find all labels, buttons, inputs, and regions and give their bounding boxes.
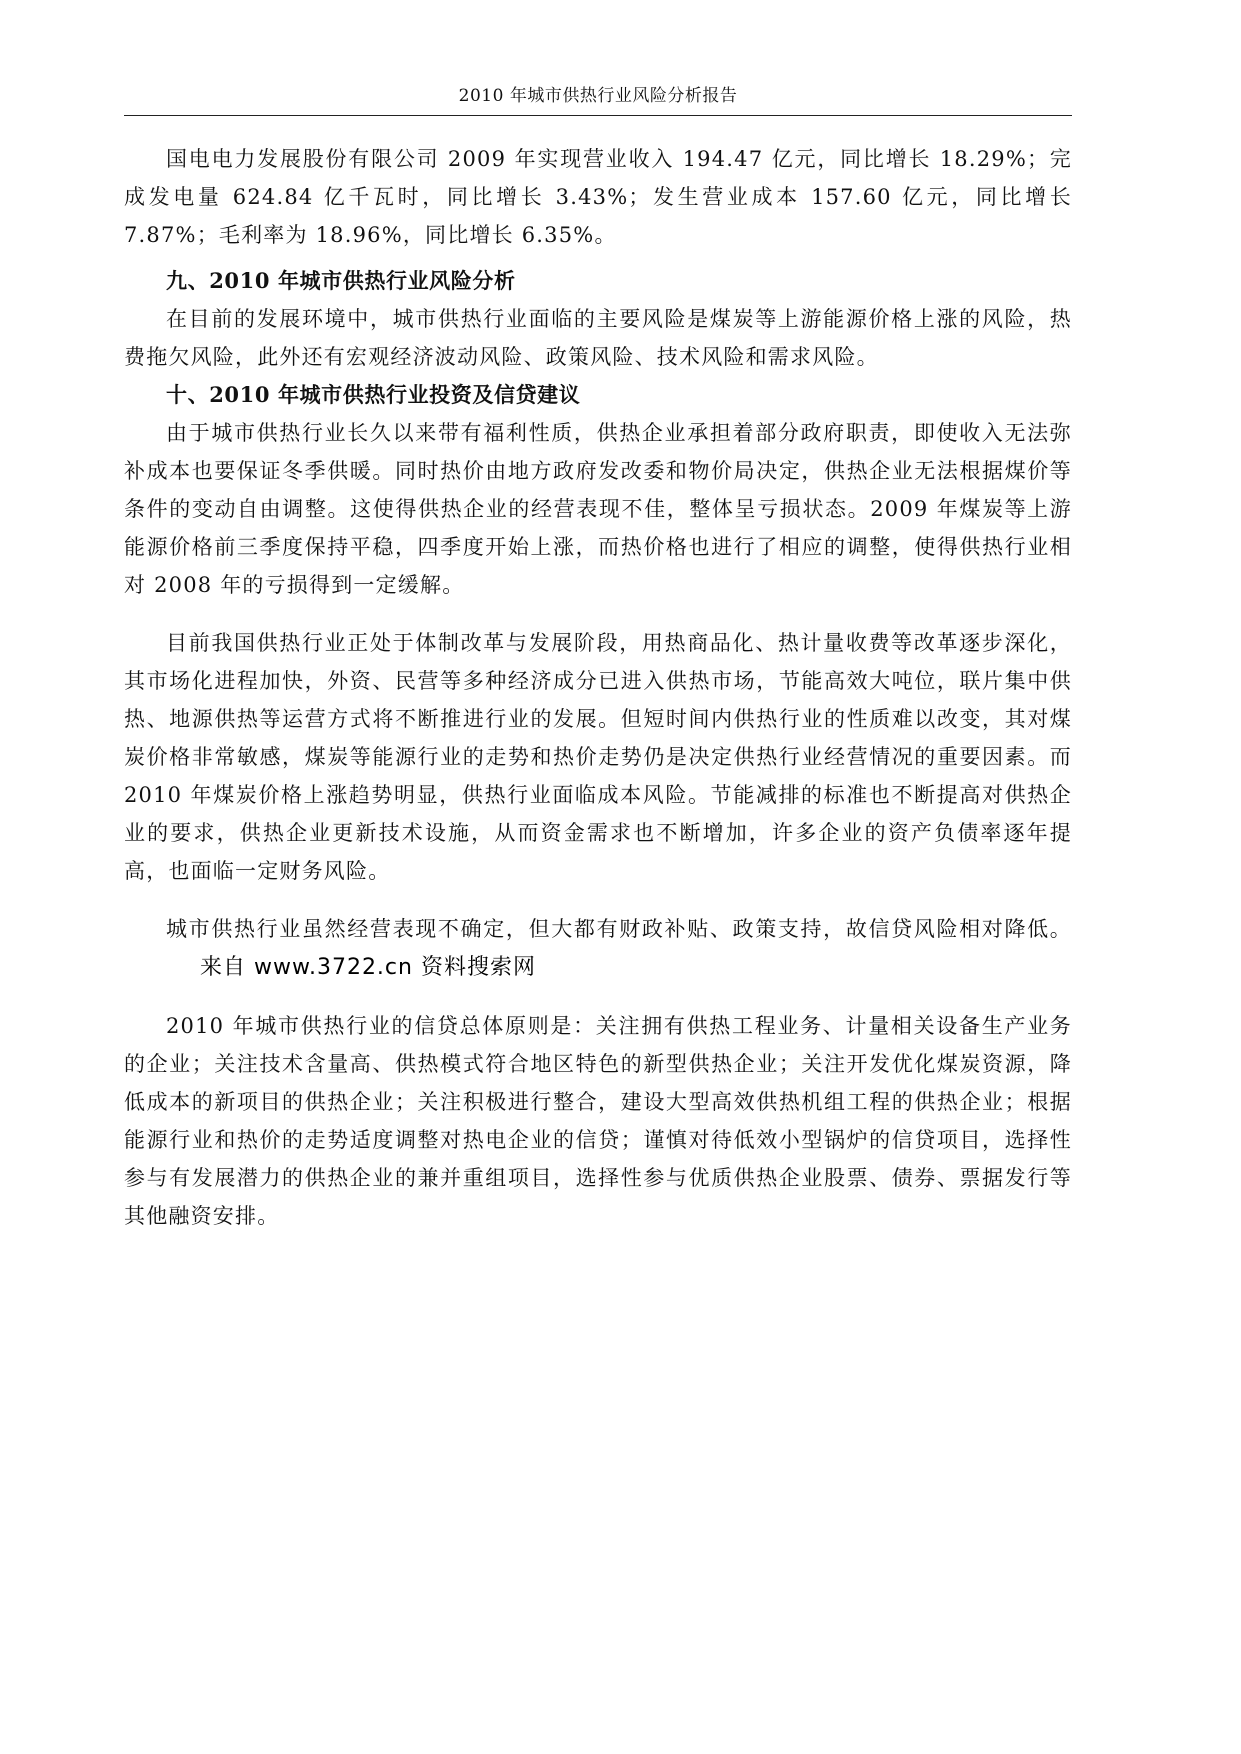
section-heading-investment-credit: 十、2010 年城市供热行业投资及信贷建议 bbox=[166, 382, 581, 407]
paragraph-risk-summary: 在目前的发展环境中，城市供热行业面临的主要风险是煤炭等上游能源价格上涨的风险，热费拖欠风险，此外还有宏观经济波动风险、政策风险、技术风险和需求风险。 bbox=[124, 307, 1072, 369]
page-header bbox=[124, 84, 1072, 116]
paragraph-credit-principles: 2010 年城市供热行业的信贷总体原则是：关注拥有供热工程业务、计量相关设备生产业务的企业；关注技术含量高、供热模式符合地区特色的新型供热企业；关注开发优化煤炭资源，降低成本的新项目的供热企业；关注积极进行整合，建设大型高效供热机组工程的供热企业；根据能源行业和热价的走势适度调整对热电企业的信贷；谨慎对待低效小型锅炉的信贷项目，选择性参与有发展潜力的供热企业的兼并重组项目，选择性参与优质供热企业股票、债券、票据发行等其他融资安排。 bbox=[124, 1014, 1072, 1228]
paragraph-reform-stage: 目前我国供热行业正处于体制改革与发展阶段，用热商品化、热计量收费等改革逐步深化，其市场化进程加快，外资、民营等多种经济成分已进入供热市场，节能高效大吨位，联片集中供热、地源供热等运营方式将不断推进行业的发展。但短时间内供热行业的性质难以改变，其对煤炭价格非常敏感，煤炭等能源行业的走势和热价走势仍是决定供热行业经营情况的重要因素。而 2010 年煤炭价格上涨趋势明显，供热行业面临成本风险。节能减排的标准也不断提高对供热企业的要求，供热企业更新技术设施，从而资金需求也不断增加，许多企业的资产负债率逐年提高，也面临一定财务风险。 bbox=[124, 631, 1072, 883]
document-body bbox=[124, 140, 1072, 1235]
paragraph-guodian-results: 国电电力发展股份有限公司 2009 年实现营业收入 194.47 亿元，同比增长 18.29%；完成发电量 624.84 亿千瓦时，同比增长 3.43%；发生营业成本 157.60 亿元，同比增长 7.87%；毛利率为 18.96%，同比增长 6.35%。 bbox=[124, 147, 1072, 247]
paragraph-credit-risk bbox=[124, 910, 1072, 987]
section-heading-risk-analysis: 九、2010 年城市供热行业风险分析 bbox=[166, 268, 516, 293]
header-title: 2010 年城市供热行业风险分析报告 bbox=[458, 86, 738, 106]
watermark-text: 来自 www.3722.cn 资料搜索网 bbox=[200, 955, 536, 980]
paragraph-welfare-nature: 由于城市供热行业长久以来带有福利性质，供热企业承担着部分政府职责，即使收入无法弥补成本也要保证冬季供暖。同时热价由地方政府发改委和物价局决定，供热企业无法根据煤价等条件的变动自由调整。这使得供热企业的经营表现不佳，整体呈亏损状态。2009 年煤炭等上游能源价格前三季度保持平稳，四季度开始上涨，而热价格也进行了相应的调整，使得供热行业相对 2008 年的亏损得到一定缓解。 bbox=[124, 421, 1072, 597]
credit-risk-text: 城市供热行业虽然经营表现不确定，但大都有财政补贴、政策支持，故信贷风险相对降低。 bbox=[166, 917, 1072, 941]
